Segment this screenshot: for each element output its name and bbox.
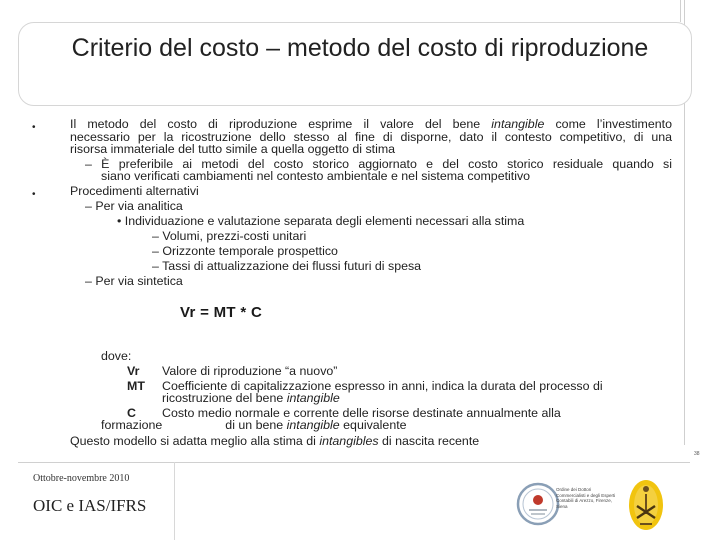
slide-title: Criterio del costo – metodo del costo di riproduzione bbox=[71, 34, 649, 62]
definition-vr: Valore di riproduzione “a nuovo” bbox=[162, 364, 338, 378]
decorative-frame-top bbox=[18, 0, 681, 22]
footer-brand: OIC e IAS/IFRS bbox=[33, 496, 147, 515]
bullet-1-sub-line-1: – È preferibile ai metodi del costo storico aggiornato e del costo storico residuale quando si bbox=[85, 157, 672, 171]
shield-logo bbox=[626, 478, 666, 532]
bullet-marker: • bbox=[32, 122, 36, 133]
closing-note: Questo modello si adatta meglio alla stima di intangibles di nascita recente bbox=[70, 434, 480, 448]
term-mt: MT bbox=[127, 379, 145, 393]
definitions-intro: dove: bbox=[101, 349, 132, 363]
bullet-2-detail-2: – Orizzonte temporale prospettico bbox=[152, 244, 338, 258]
definition-c-line-2: formazione di un bene intangible equivalente bbox=[101, 418, 407, 432]
odcec-logo-text: Ordine dei Dottori Commercialisti e degli Esperti Contabili di Arezzo, Firenze, Siena bbox=[556, 487, 616, 509]
definition-c-line-1: Costo medio normale e corrente delle risorse destinate annualmente alla bbox=[162, 406, 561, 420]
bullet-2-sub-2: – Per via sintetica bbox=[85, 274, 183, 288]
bullet-1-line-1: Il metodo del costo di riproduzione esprime il valore del bene intangible come l’investimento bbox=[70, 117, 672, 131]
definition-mt-line-2: ricostruzione del bene intangible bbox=[162, 391, 340, 405]
bullet-marker: • bbox=[32, 189, 36, 200]
bullet-2-text: Procedimenti alternativi bbox=[70, 184, 199, 198]
bullet-2-detail-1: – Volumi, prezzi-costi unitari bbox=[152, 229, 307, 243]
bullet-1-line-2: necessario per la ricostruzione dello stesso al fine di disporne, dato il contesto competitivo, di una bbox=[70, 130, 672, 144]
bullet-1-line-3: risorsa immateriale del tutto simile a quella oggetto di stima bbox=[70, 142, 396, 156]
definition-mt-line-1: Coefficiente di capitalizzazione espresso in anni, indica la durata del processo di bbox=[162, 379, 603, 393]
term-c: C bbox=[127, 406, 136, 420]
bullet-2-detail-3: – Tassi di attualizzazione dei flussi futuri di spesa bbox=[152, 259, 422, 273]
bullet-2-sub-1: – Per via analitica bbox=[85, 199, 183, 213]
footer-date: Ottobre-novembre 2010 bbox=[33, 473, 130, 484]
term-vr: Vr bbox=[127, 364, 140, 378]
page-number: 38 bbox=[694, 451, 700, 457]
bullet-1-sub-line-2: siano verificati cambiamenti nel contesto ambientale e nel sistema competitivo bbox=[101, 169, 531, 183]
formula: Vr = MT * C bbox=[180, 304, 263, 321]
bullet-2-sub-1-item: • Individuazione e valutazione separata degli elementi necessari alla stima bbox=[117, 214, 525, 228]
